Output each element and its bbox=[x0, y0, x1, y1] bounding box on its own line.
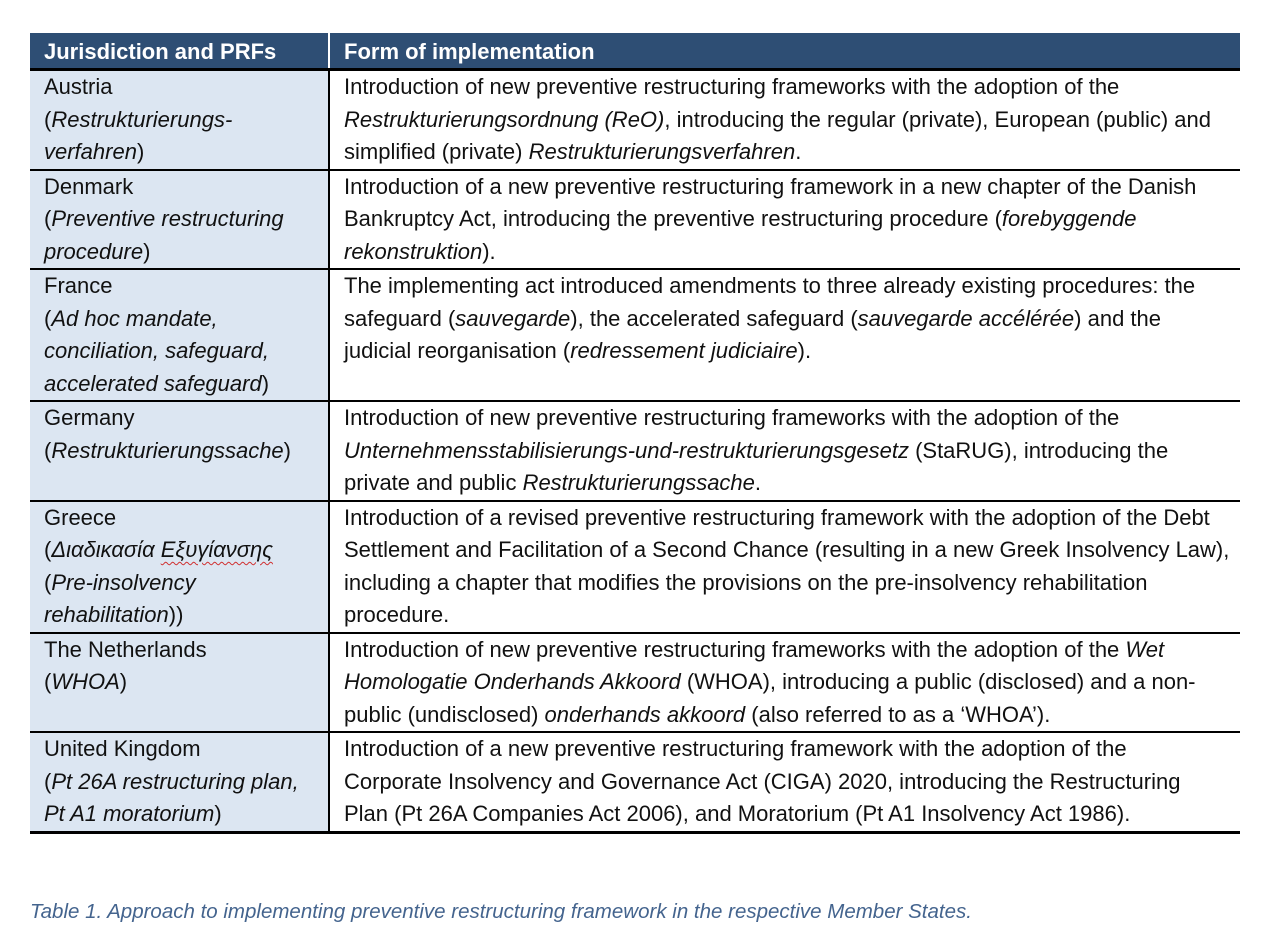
jurisdiction-cell bbox=[30, 732, 329, 832]
italic-text: onderhands akkoord bbox=[544, 701, 746, 727]
italic-text: Unternehmensstabilisierungs-und-restrukturierungsgesetz bbox=[344, 437, 909, 463]
italic-text: Wet Homologatie Onderhands Akkoord bbox=[344, 636, 1165, 694]
table-caption: Table 1. Approach to implementing preventive restructuring framework in the respective Member States. bbox=[30, 900, 972, 923]
italic-text: Restrukturierungssache bbox=[522, 470, 755, 495]
jurisdiction-cell bbox=[30, 70, 329, 170]
jurisdiction-name: France bbox=[44, 273, 113, 298]
prf-name bbox=[44, 303, 318, 401]
text-span: (StaRUG), introducing the private and public bbox=[344, 437, 1169, 495]
text-span: ( bbox=[44, 537, 52, 562]
implementation-cell bbox=[329, 401, 1240, 501]
italic-text: Εξυγίανσης bbox=[160, 537, 273, 562]
text-span: )) bbox=[168, 602, 184, 627]
italic-text: Preventive restructuring procedure bbox=[44, 206, 284, 264]
text-span: Introduction of new preventive restructuring frameworks with the adoption of the bbox=[344, 636, 1126, 662]
table-row bbox=[30, 170, 1240, 270]
text-span: , introducing the regular (private), European (public) and simplified (private) bbox=[344, 106, 1212, 164]
jurisdiction-name: Germany bbox=[44, 405, 135, 430]
italic-text: Restrukturierungsordnung (ReO) bbox=[344, 106, 665, 132]
text-span: (WHOA), introducing a public (disclosed) and a non-public (undisclosed) bbox=[344, 669, 1196, 727]
table-row bbox=[30, 501, 1240, 633]
text-span: ( bbox=[44, 768, 52, 794]
header-jurisdiction: Jurisdiction and PRFs bbox=[30, 33, 329, 70]
prf-name bbox=[44, 203, 318, 268]
italic-text: sauvegarde accélérée bbox=[857, 305, 1075, 331]
table-row bbox=[30, 732, 1240, 832]
text-span: (also referred to as a ‘WHOA’). bbox=[745, 701, 1051, 727]
text-span: ). bbox=[482, 238, 496, 264]
text-span: ), the accelerated safeguard ( bbox=[570, 305, 858, 331]
text-span: The implementing act introduced amendments to three already existing procedures: the safeguard ( bbox=[344, 273, 1196, 331]
jurisdiction-name: The Netherlands bbox=[44, 636, 207, 662]
italic-text: Pt 26A restructuring plan, Pt A1 moratorium bbox=[44, 768, 299, 826]
text-span: ) bbox=[136, 139, 145, 164]
text-span: Introduction of a new preventive restructuring framework with the adoption of the Corporate Insolvency and Governance Act (CIGA) 2020, introducing the Restructuring Plan (Pt 26A Companies Act 2006), and Moratorium (Pt A1 Insolvency Act 1986). bbox=[344, 736, 1181, 826]
jurisdiction-cell bbox=[30, 501, 329, 633]
italic-text: redressement judiciaire bbox=[570, 338, 798, 363]
implementation-cell bbox=[329, 501, 1240, 633]
implementation-cell bbox=[329, 633, 1240, 733]
text-span: ) bbox=[261, 370, 270, 396]
italic-text: Restrukturierungs-verfahren bbox=[44, 106, 233, 164]
text-span: ( bbox=[44, 106, 52, 132]
table-row bbox=[30, 269, 1240, 401]
jurisdiction-cell bbox=[30, 170, 329, 270]
jurisdiction-name: Austria bbox=[44, 74, 113, 99]
text-span: ( bbox=[44, 669, 52, 694]
jurisdiction-name: Greece bbox=[44, 504, 117, 530]
italic-text: Pre-insolvency rehabilitation bbox=[44, 569, 196, 627]
text-span: ) bbox=[119, 669, 128, 694]
italic-text: WHOA bbox=[51, 669, 120, 694]
implementation-cell bbox=[329, 269, 1240, 401]
text-span: Introduction of new preventive restructuring frameworks with the adoption of the bbox=[344, 74, 1120, 99]
jurisdiction-name: Denmark bbox=[44, 173, 134, 199]
header-form-of-implementation: Form of implementation bbox=[329, 33, 1240, 70]
prf-name bbox=[44, 766, 318, 831]
italic-text: Ad hoc mandate, conciliation, safeguard, accelerated safeguard bbox=[44, 305, 270, 396]
table-row bbox=[30, 70, 1240, 170]
text-span: ) bbox=[143, 238, 151, 264]
text-span: ( bbox=[44, 569, 52, 595]
text-span: Introduction of new preventive restructuring frameworks with the adoption of the bbox=[344, 405, 1120, 430]
jurisdiction-cell bbox=[30, 633, 329, 733]
table-row bbox=[30, 401, 1240, 501]
text-span: ). bbox=[797, 338, 812, 363]
jurisdiction-cell bbox=[30, 269, 329, 401]
text-span: . bbox=[795, 139, 802, 164]
table-body bbox=[30, 70, 1240, 833]
text-span: ) and the judicial reorganisation ( bbox=[344, 305, 1161, 363]
italic-text: Διαδικασία bbox=[51, 537, 161, 562]
text-span: ( bbox=[44, 437, 52, 463]
text-span: ) bbox=[283, 437, 291, 463]
jurisdiction-name: United Kingdom bbox=[44, 736, 201, 761]
prf-name bbox=[44, 104, 318, 169]
text-span: ( bbox=[44, 305, 52, 331]
prf-name bbox=[44, 435, 318, 468]
prf-name bbox=[44, 666, 318, 699]
implementation-cell bbox=[329, 732, 1240, 832]
jurisdiction-cell bbox=[30, 401, 329, 501]
text-span: Introduction of a revised preventive restructuring framework with the adoption of the Debt Settlement and Facilitation of a Second Chance (resulting in a new Greek Insolvency Law), including a chapter that modifies the provisions on the pre-insolvency rehabilitation procedure. bbox=[344, 504, 1230, 627]
table-header-row bbox=[30, 33, 1240, 70]
text-span: ) bbox=[214, 801, 222, 826]
implementation-table bbox=[30, 33, 1240, 834]
italic-text: Restrukturierungsverfahren bbox=[528, 139, 796, 164]
italic-text: forebyggende rekonstruktion bbox=[344, 206, 1137, 264]
text-span: Introduction of a new preventive restructuring framework in a new chapter of the Danish Bankruptcy Act, introducing the preventive restructuring procedure ( bbox=[344, 173, 1197, 231]
implementation-cell bbox=[329, 170, 1240, 270]
italic-text: Restrukturierungssache bbox=[51, 437, 284, 463]
table-row bbox=[30, 633, 1240, 733]
text-span: . bbox=[754, 470, 762, 495]
italic-text: sauvegarde bbox=[455, 305, 571, 331]
text-span: ( bbox=[44, 206, 52, 231]
implementation-cell bbox=[329, 70, 1240, 170]
prf-name bbox=[44, 534, 318, 632]
